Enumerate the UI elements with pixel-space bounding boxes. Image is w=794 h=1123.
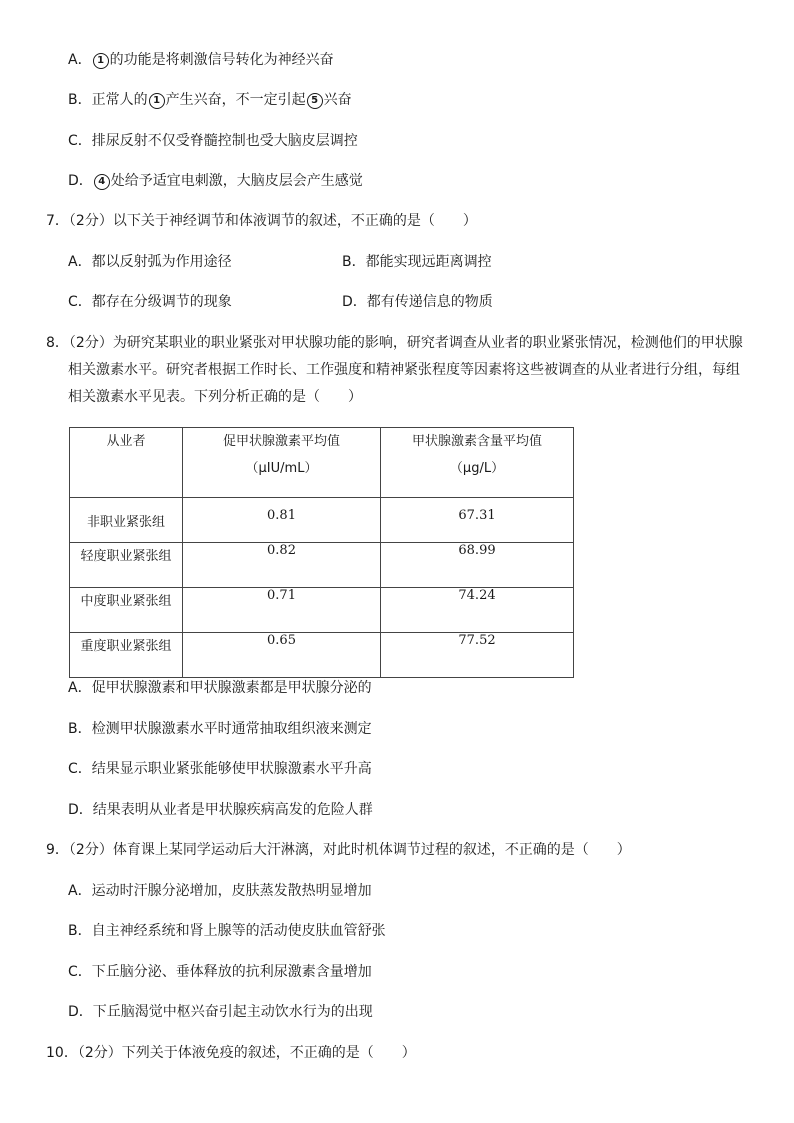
q9-option-a: A．运动时汗腺分泌增加，皮肤蒸发散热明显增加 xyxy=(68,883,372,899)
q6-option-b-end: 兴奋 xyxy=(323,92,352,108)
q6-option-d xyxy=(68,170,363,190)
q8-stem-line3: 相关激素水平见表。下列分析正确的是（ ） xyxy=(68,389,362,405)
tsh-value-cell: 0.82 xyxy=(183,543,381,588)
tsh-value-cell: 0.65 xyxy=(183,633,381,678)
q8-option-b: B．检测甲状腺激素水平时通常抽取组织液来测定 xyxy=(68,721,372,737)
header-label: 促甲状腺激素平均值 xyxy=(222,434,340,449)
table-row xyxy=(70,588,574,633)
header-label: 从业者 xyxy=(106,434,146,449)
q8-stem-line1: 8．（2分）为研究某职业的职业紧张对甲状腺功能的影响，研究者调查从业者的职业紧张情况，检测他们的甲状腺 xyxy=(46,335,743,351)
q8-stem-line2: 相关激素水平。研究者根据工作时长、工作强度和精神紧张程度等因素将这些被调查的从业者进行分组，每组 xyxy=(68,362,740,378)
th-value-cell: 77.52 xyxy=(381,633,574,678)
q6-option-b-mid: 产生兴奋，不一定引起 xyxy=(165,92,306,108)
q6-option-d-prefix: D． xyxy=(68,173,93,189)
q8-option-d: D．结果表明从业者是甲状腺疾病高发的危险人群 xyxy=(68,802,373,818)
group-cell: 轻度职业紧张组 xyxy=(70,543,183,588)
q7-stem: 7．（2分）以下关于神经调节和体液调节的叙述，不正确的是（ ） xyxy=(46,213,477,229)
q6-option-a-text: 的功能是将刺激信号转化为神经兴奋 xyxy=(109,52,334,68)
q6-option-a xyxy=(68,49,334,69)
tsh-value-cell: 0.71 xyxy=(183,588,381,633)
q9-option-b: B．自主神经系统和肾上腺等的活动使皮肤血管舒张 xyxy=(68,923,386,939)
q6-option-c: C．排尿反射不仅受脊髓控制也受大脑皮层调控 xyxy=(68,133,358,149)
circled-number-1: 1 xyxy=(149,93,165,109)
table-header-cell xyxy=(183,428,381,498)
group-cell: 非职业紧张组 xyxy=(70,498,183,543)
q8-option-a: A．促甲状腺激素和甲状腺激素都是甲状腺分泌的 xyxy=(68,680,372,696)
table-header-cell xyxy=(381,428,574,498)
header-label: 甲状腺激素含量平均值 xyxy=(411,434,542,449)
q7-option-d: D．都有传递信息的物质 xyxy=(342,294,493,310)
circled-number-4: 4 xyxy=(94,174,110,190)
circled-number-1: 1 xyxy=(93,53,109,69)
q9-stem: 9．（2分）体育课上某同学运动后大汗淋漓，对此时机体调节过程的叙述，不正确的是（ ） xyxy=(46,842,631,858)
th-value-cell: 74.24 xyxy=(381,588,574,633)
th-value-cell: 67.31 xyxy=(381,498,574,543)
table-header-row xyxy=(70,428,574,498)
hormone-data-table xyxy=(69,427,574,678)
circled-number-5: 5 xyxy=(307,93,323,109)
header-unit: （μg/L） xyxy=(449,461,505,476)
tsh-value-cell: 0.81 xyxy=(183,498,381,543)
header-unit: （μIU/mL） xyxy=(245,461,318,476)
q6-option-b xyxy=(68,89,352,109)
q9-option-c: C．下丘脑分泌、垂体释放的抗利尿激素含量增加 xyxy=(68,964,372,980)
q9-option-d: D．下丘脑渴觉中枢兴奋引起主动饮水行为的出现 xyxy=(68,1004,373,1020)
group-cell: 中度职业紧张组 xyxy=(70,588,183,633)
q10-stem: 10．（2分）下列关于体液免疫的叙述，不正确的是（ ） xyxy=(46,1045,416,1061)
q6-option-b-prefix: B．正常人的 xyxy=(68,92,148,108)
table-row xyxy=(70,498,574,543)
table-header-cell xyxy=(70,428,183,498)
q6-option-a-prefix: A． xyxy=(68,52,92,68)
q7-option-b: B．都能实现远距离调控 xyxy=(342,254,492,270)
q7-option-c: C．都存在分级调节的现象 xyxy=(68,294,232,310)
group-cell: 重度职业紧张组 xyxy=(70,633,183,678)
th-value-cell: 68.99 xyxy=(381,543,574,588)
q7-option-a: A．都以反射弧为作用途径 xyxy=(68,254,232,270)
table-row xyxy=(70,543,574,588)
q6-option-d-text: 处给予适宜电刺激，大脑皮层会产生感觉 xyxy=(110,173,363,189)
table-row xyxy=(70,633,574,678)
q8-option-c: C．结果显示职业紧张能够使甲状腺激素水平升高 xyxy=(68,761,372,777)
